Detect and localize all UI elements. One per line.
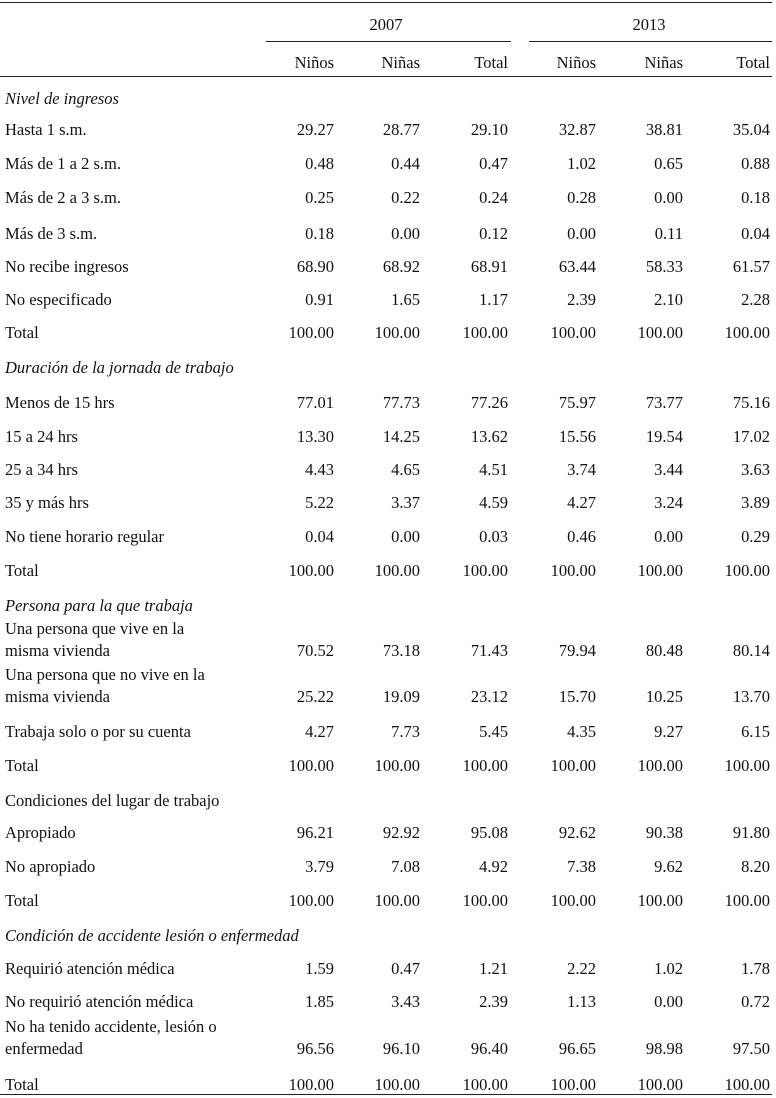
table-cell: 7.73	[391, 722, 420, 741]
table-cell: 8.20	[741, 857, 770, 876]
table-cell: 0.22	[391, 188, 420, 207]
table-cell: 100.00	[374, 891, 420, 910]
table-cell: 96.56	[296, 1039, 334, 1058]
table-cell: 100.00	[550, 756, 596, 775]
table-cell: 100.00	[374, 561, 420, 580]
table-cell: 3.43	[391, 992, 420, 1011]
row-label: Total	[5, 756, 39, 775]
row-label: No tiene horario regular	[5, 527, 164, 546]
section-title: Condiciones del lugar de trabajo	[5, 791, 220, 810]
row-label: Total	[5, 1075, 39, 1094]
table-cell: 0.65	[654, 154, 683, 173]
table-cell: 29.10	[470, 120, 508, 139]
table-cell: 80.14	[732, 641, 770, 660]
table-cell: 77.73	[382, 393, 420, 412]
table-cell: 0.18	[741, 188, 770, 207]
table-cell: 28.77	[382, 120, 420, 139]
table-cell: 80.48	[645, 641, 683, 660]
table-cell: 0.24	[479, 188, 508, 207]
table-cell: 15.70	[558, 687, 596, 706]
table-cell: 1.02	[654, 959, 683, 978]
table-cell: 17.02	[732, 427, 770, 446]
row-label: misma vivienda	[5, 687, 110, 706]
year-rule-2013	[529, 41, 772, 42]
header-rule	[0, 76, 772, 77]
table-cell: 100.00	[288, 1075, 334, 1094]
table-cell: 2.22	[567, 959, 596, 978]
table-cell: 4.92	[479, 857, 508, 876]
table-cell: 100.00	[637, 323, 683, 342]
table-cell: 5.45	[479, 722, 508, 741]
row-label: No requirió atención médica	[5, 992, 194, 1011]
table-cell: 77.01	[296, 393, 334, 412]
table-cell: 70.52	[296, 641, 334, 660]
row-label: Requirió atención médica	[5, 959, 175, 978]
table-cell: 19.54	[645, 427, 683, 446]
table-cell: 73.18	[382, 641, 420, 660]
table-cell: 3.63	[741, 460, 770, 479]
table-cell: 100.00	[462, 1075, 508, 1094]
row-label: Total	[5, 561, 39, 580]
table-cell: 73.77	[645, 393, 683, 412]
table-cell: 3.44	[654, 460, 683, 479]
table-cell: 3.24	[654, 493, 683, 512]
year-2013: 2013	[632, 15, 666, 34]
row-label: Total	[5, 323, 39, 342]
row-label: No ha tenido accidente, lesión o	[5, 1017, 217, 1036]
table-cell: 100.00	[288, 561, 334, 580]
table-cell: 100.00	[724, 1075, 770, 1094]
row-label: Una persona que no vive en la	[5, 665, 205, 684]
table-cell: 3.37	[391, 493, 420, 512]
table-cell: 100.00	[288, 891, 334, 910]
table-cell: 1.17	[479, 290, 508, 309]
table-cell: 2.39	[479, 992, 508, 1011]
top-rule	[0, 2, 772, 3]
table-cell: 96.65	[558, 1039, 596, 1058]
table-cell: 4.51	[479, 460, 508, 479]
table-cell: 97.50	[732, 1039, 770, 1058]
table-cell: 0.12	[479, 224, 508, 243]
table-cell: 100.00	[550, 323, 596, 342]
bottom-rule	[0, 1094, 772, 1095]
table-cell: 3.89	[741, 493, 770, 512]
table-cell: 96.10	[382, 1039, 420, 1058]
table-cell: 0.00	[567, 224, 596, 243]
row-label: No apropiado	[5, 857, 96, 876]
row-label: Trabaja solo o por su cuenta	[5, 722, 191, 741]
table-cell: 68.91	[470, 257, 508, 276]
table-cell: 100.00	[462, 323, 508, 342]
table-cell: 0.28	[567, 188, 596, 207]
column-header: Niños	[556, 53, 596, 72]
table-cell: 3.79	[305, 857, 334, 876]
table-cell: 10.25	[645, 687, 683, 706]
table-cell: 38.81	[645, 120, 683, 139]
table-cell: 4.59	[479, 493, 508, 512]
table-cell: 1.65	[391, 290, 420, 309]
table-cell: 100.00	[374, 756, 420, 775]
table-cell: 1.13	[567, 992, 596, 1011]
table-cell: 100.00	[724, 323, 770, 342]
table-cell: 0.00	[654, 527, 683, 546]
table-cell: 4.35	[567, 722, 596, 741]
table-cell: 1.78	[741, 959, 770, 978]
table-cell: 100.00	[374, 1075, 420, 1094]
table-cell: 19.09	[382, 687, 420, 706]
table-cell: 0.04	[741, 224, 770, 243]
table-cell: 100.00	[724, 756, 770, 775]
year-rule-2007	[266, 41, 511, 42]
table-cell: 6.15	[741, 722, 770, 741]
table-cell: 95.08	[470, 823, 508, 842]
table-cell: 1.02	[567, 154, 596, 173]
table-cell: 0.00	[391, 527, 420, 546]
table-cell: 96.21	[296, 823, 334, 842]
row-label: Apropiado	[5, 823, 76, 842]
row-label: Hasta 1 s.m.	[5, 120, 87, 139]
table-cell: 0.18	[305, 224, 334, 243]
table-cell: 100.00	[550, 561, 596, 580]
table-cell: 15.56	[558, 427, 596, 446]
table-cell: 71.43	[470, 641, 508, 660]
table-cell: 0.00	[654, 188, 683, 207]
table-cell: 4.65	[391, 460, 420, 479]
table-cell: 100.00	[550, 891, 596, 910]
table-cell: 29.27	[296, 120, 334, 139]
table-cell: 100.00	[724, 561, 770, 580]
section-title: Persona para la que trabaja	[5, 596, 193, 615]
table-cell: 90.38	[645, 823, 683, 842]
row-label: misma vivienda	[5, 641, 110, 660]
row-label: 35 y más hrs	[5, 493, 89, 512]
column-header: Niños	[294, 53, 334, 72]
table-cell: 63.44	[558, 257, 596, 276]
table-cell: 4.27	[567, 493, 596, 512]
table-cell: 100.00	[550, 1075, 596, 1094]
table-cell: 5.22	[305, 493, 334, 512]
table-cell: 9.62	[654, 857, 683, 876]
table-cell: 100.00	[462, 561, 508, 580]
row-label: Más de 2 a 3 s.m.	[5, 188, 121, 207]
table-cell: 7.08	[391, 857, 420, 876]
table-cell: 9.27	[654, 722, 683, 741]
table-cell: 61.57	[732, 257, 770, 276]
table-cell: 2.10	[654, 290, 683, 309]
table-cell: 23.12	[470, 687, 508, 706]
table-cell: 96.40	[470, 1039, 508, 1058]
table-cell: 100.00	[462, 756, 508, 775]
table-cell: 14.25	[382, 427, 420, 446]
column-header: Total	[736, 53, 770, 72]
table-cell: 25.22	[296, 687, 334, 706]
table-cell: 100.00	[288, 323, 334, 342]
table-cell: 0.44	[391, 154, 420, 173]
table-cell: 91.80	[732, 823, 770, 842]
row-label: Menos de 15 hrs	[5, 393, 115, 412]
table-cell: 58.33	[645, 257, 683, 276]
table-cell: 0.11	[654, 224, 683, 243]
row-label: Más de 1 a 2 s.m.	[5, 154, 121, 173]
table-cell: 2.39	[567, 290, 596, 309]
row-label: 25 a 34 hrs	[5, 460, 78, 479]
section-title: Duración de la jornada de trabajo	[5, 358, 234, 377]
table-cell: 68.92	[382, 257, 420, 276]
table-cell: 13.62	[470, 427, 508, 446]
table-cell: 100.00	[637, 891, 683, 910]
table-cell: 0.47	[479, 154, 508, 173]
year-2007: 2007	[369, 15, 403, 34]
table-cell: 75.97	[558, 393, 596, 412]
table-cell: 4.27	[305, 722, 334, 741]
table-cell: 0.46	[567, 527, 596, 546]
table-cell: 1.21	[479, 959, 508, 978]
table-cell: 100.00	[462, 891, 508, 910]
table-cell: 13.70	[732, 687, 770, 706]
column-header: Niñas	[644, 53, 683, 72]
table-cell: 1.85	[305, 992, 334, 1011]
table-cell: 0.25	[305, 188, 334, 207]
row-label: Total	[5, 891, 39, 910]
row-label: No recibe ingresos	[5, 257, 129, 276]
table-cell: 79.94	[558, 641, 596, 660]
table-cell: 100.00	[637, 561, 683, 580]
table-cell: 3.74	[567, 460, 596, 479]
table-cell: 68.90	[296, 257, 334, 276]
row-label: No especificado	[5, 290, 112, 309]
table-cell: 100.00	[637, 1075, 683, 1094]
table-cell: 0.29	[741, 527, 770, 546]
column-header: Niñas	[381, 53, 420, 72]
table-cell: 100.00	[724, 891, 770, 910]
table-cell: 7.38	[567, 857, 596, 876]
table-cell: 92.92	[382, 823, 420, 842]
row-label: 15 a 24 hrs	[5, 427, 78, 446]
section-title: Nivel de ingresos	[5, 89, 119, 108]
row-label: Una persona que vive en la	[5, 619, 185, 638]
table-cell: 2.28	[741, 290, 770, 309]
table-cell: 0.03	[479, 527, 508, 546]
table-cell: 0.04	[305, 527, 334, 546]
table-cell: 35.04	[732, 120, 770, 139]
table-cell: 98.98	[645, 1039, 683, 1058]
table-cell: 32.87	[558, 120, 596, 139]
table-cell: 0.91	[305, 290, 334, 309]
table-cell: 77.26	[470, 393, 508, 412]
table-cell: 0.48	[305, 154, 334, 173]
table-cell: 0.88	[741, 154, 770, 173]
table-cell: 100.00	[637, 756, 683, 775]
table-cell: 13.30	[296, 427, 334, 446]
table-cell: 100.00	[288, 756, 334, 775]
table-cell: 0.47	[391, 959, 420, 978]
table-cell: 1.59	[305, 959, 334, 978]
table-cell: 100.00	[374, 323, 420, 342]
column-header: Total	[474, 53, 508, 72]
table-cell: 4.43	[305, 460, 334, 479]
section-title: Condición de accidente lesión o enfermedad	[5, 926, 299, 945]
table-cell: 0.00	[654, 992, 683, 1011]
table-cell: 75.16	[732, 393, 770, 412]
table-cell: 0.72	[741, 992, 770, 1011]
table-cell: 0.00	[391, 224, 420, 243]
row-label: Más de 3 s.m.	[5, 224, 98, 243]
row-label: enfermedad	[5, 1039, 83, 1058]
table-cell: 92.62	[558, 823, 596, 842]
